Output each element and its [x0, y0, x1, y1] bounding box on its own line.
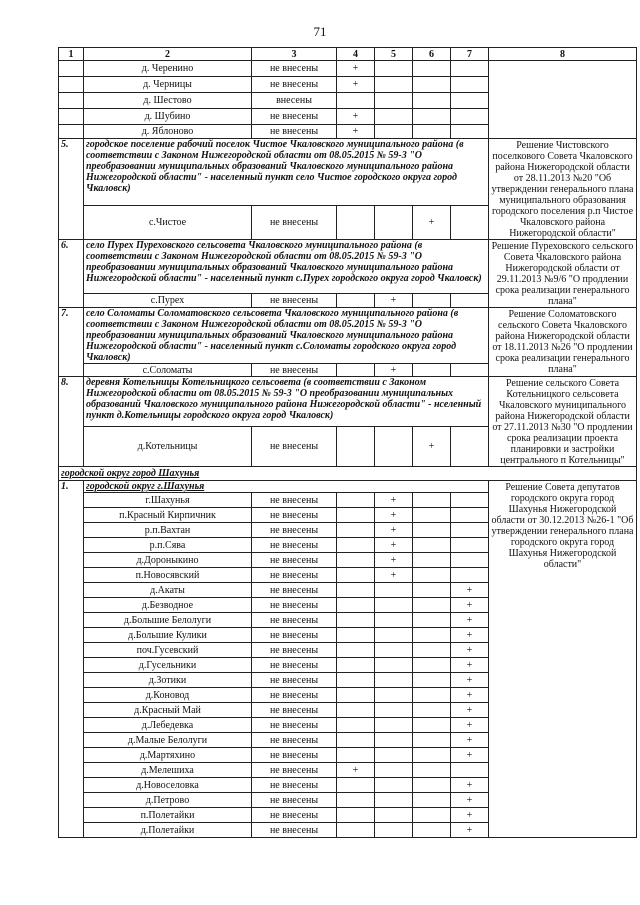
- block-description: село Соломаты Соломатовского сельсовета Чкаловского муниципального района (в соответствии с Законом Нижегородской области от 08.05.2015 № 59-3 "О преобразовании муниципальных образований Чкаловского муниципального района Нижегородской области" - населенный пункт с.Соломаты городского округа город Чкаловск): [84, 308, 489, 364]
- amendment-status: не внесены: [252, 125, 337, 139]
- mark-c6: [413, 508, 451, 523]
- mark-c6: [413, 77, 451, 93]
- mark-c4: [337, 493, 375, 508]
- mark-c4: [337, 688, 375, 703]
- mark-c7: +: [451, 778, 489, 793]
- mark-c4: [337, 206, 375, 240]
- mark-c4: [337, 598, 375, 613]
- mark-c7: [451, 294, 489, 308]
- mark-c4: [337, 793, 375, 808]
- column-header-4: 4: [337, 48, 375, 61]
- mark-c7: [451, 77, 489, 93]
- mark-c4: [337, 823, 375, 838]
- mark-c6: [413, 748, 451, 763]
- subsection-number: 1.: [59, 481, 84, 838]
- block-description: село Пурех Пуреховского сельсовета Чкаловского муниципального района (в соответствии с Законом Нижегородской области от 08.05.2015 № 59-3 "О преобразовании муниципальных образований Чкаловского муниципального района Нижегородской области" - населенный пункт с.Пурех городского округа город Чкаловск): [84, 240, 489, 294]
- amendment-status: не внесены: [252, 508, 337, 523]
- column-header-3: 3: [252, 48, 337, 61]
- settlement-name: д.Новоселовка: [84, 778, 252, 793]
- mark-c7: +: [451, 643, 489, 658]
- decision-note: Решение Совета депутатов городского округа город Шахунья Нижегородской области от 30.12.2013 №26-1 "Об утверждении генерального плана городского округа город Шахунья Нижегородской области": [489, 481, 637, 838]
- mark-c6: [413, 125, 451, 139]
- mark-c5: [375, 125, 413, 139]
- mark-c4: [337, 508, 375, 523]
- settlement-name: с.Чистое: [84, 206, 252, 240]
- mark-c5: +: [375, 553, 413, 568]
- settlement-name: поч.Гусевский: [84, 643, 252, 658]
- amendment-status: не внесены: [252, 427, 337, 467]
- mark-c7: +: [451, 598, 489, 613]
- page-number: 71: [313, 24, 327, 39]
- mark-c7: [451, 61, 489, 77]
- mark-c6: +: [413, 427, 451, 467]
- row-number-cell: [59, 77, 84, 93]
- block-number: 7.: [59, 308, 84, 377]
- mark-c5: +: [375, 568, 413, 583]
- mark-c5: [375, 206, 413, 240]
- mark-c5: [375, 673, 413, 688]
- mark-c5: [375, 748, 413, 763]
- amendment-status: не внесены: [252, 364, 337, 377]
- block-number: 6.: [59, 240, 84, 308]
- mark-c6: [413, 583, 451, 598]
- mark-c4: [337, 93, 375, 109]
- mark-c5: [375, 808, 413, 823]
- amendment-status: не внесены: [252, 538, 337, 553]
- amendment-status: не внесены: [252, 808, 337, 823]
- settlement-name: д.Лебедевка: [84, 718, 252, 733]
- mark-c6: [413, 493, 451, 508]
- mark-c7: +: [451, 688, 489, 703]
- settlement-name: д.Красный Май: [84, 703, 252, 718]
- mark-c7: +: [451, 718, 489, 733]
- mark-c6: [413, 778, 451, 793]
- mark-c4: +: [337, 125, 375, 139]
- register-table: [58, 47, 637, 838]
- settlement-name: д.Малые Белолуги: [84, 733, 252, 748]
- decision-note: Решение сельского Совета Котельницкого сельсовета Чкаловского муниципального района Нижегородской области от 27.11.2013 №30 "О продлении срока реализации проекта планировки и застройки центрального п Котельницы": [489, 377, 637, 467]
- mark-c7: [451, 523, 489, 538]
- header-row: [59, 48, 637, 61]
- settlement-name: д.Полетайки: [84, 823, 252, 838]
- mark-c7: +: [451, 613, 489, 628]
- mark-c7: [451, 427, 489, 467]
- mark-c5: [375, 823, 413, 838]
- mark-c5: +: [375, 538, 413, 553]
- column-header-7: 7: [451, 48, 489, 61]
- settlement-name: п.Новосявский: [84, 568, 252, 583]
- amendment-status: не внесены: [252, 778, 337, 793]
- mark-c7: +: [451, 628, 489, 643]
- mark-c6: [413, 598, 451, 613]
- settlement-name: д.Безводное: [84, 598, 252, 613]
- row-number-cell: [59, 125, 84, 139]
- settlement-name: д.Гусельники: [84, 658, 252, 673]
- settlement-name: п.Красный Кирпичник: [84, 508, 252, 523]
- amendment-status: не внесены: [252, 61, 337, 77]
- mark-c7: +: [451, 823, 489, 838]
- mark-c7: [451, 763, 489, 778]
- amendment-status: не внесены: [252, 718, 337, 733]
- settlement-name: с.Пурех: [84, 294, 252, 308]
- amendment-status: не внесены: [252, 109, 337, 125]
- mark-c7: +: [451, 673, 489, 688]
- mark-c6: [413, 763, 451, 778]
- mark-c4: [337, 613, 375, 628]
- block-header-row: [59, 377, 637, 427]
- mark-c6: [413, 823, 451, 838]
- amendment-status: не внесены: [252, 823, 337, 838]
- mark-c5: +: [375, 523, 413, 538]
- mark-c7: +: [451, 793, 489, 808]
- amendment-status: не внесены: [252, 206, 337, 240]
- mark-c5: [375, 703, 413, 718]
- mark-c5: +: [375, 294, 413, 308]
- mark-c7: +: [451, 703, 489, 718]
- mark-c5: [375, 778, 413, 793]
- block-header-row: [59, 308, 637, 364]
- row-number-cell: [59, 93, 84, 109]
- mark-c6: [413, 658, 451, 673]
- block-header-row: [59, 240, 637, 294]
- subsection-title: городской округ г.Шахунья: [84, 481, 489, 493]
- mark-c5: [375, 763, 413, 778]
- amendment-status: не внесены: [252, 598, 337, 613]
- amendment-status: не внесены: [252, 613, 337, 628]
- settlement-name: р.п.Сява: [84, 538, 252, 553]
- mark-c7: [451, 206, 489, 240]
- settlement-name: д.Зотики: [84, 673, 252, 688]
- settlement-name: п.Полетайки: [84, 808, 252, 823]
- mark-c4: [337, 538, 375, 553]
- mark-c5: [375, 109, 413, 125]
- amendment-status: не внесены: [252, 658, 337, 673]
- mark-c5: [375, 718, 413, 733]
- amendment-status: не внесены: [252, 793, 337, 808]
- mark-c4: [337, 583, 375, 598]
- mark-c7: [451, 93, 489, 109]
- mark-c7: [451, 538, 489, 553]
- mark-c6: [413, 93, 451, 109]
- mark-c6: [413, 61, 451, 77]
- mark-c4: [337, 808, 375, 823]
- mark-c4: [337, 673, 375, 688]
- column-header-2: 2: [84, 48, 252, 61]
- block-description: деревня Котельницы Котельницкого сельсовета (в соответствии с Законом Нижегородской области от 08.05.2015 № 59-3 "О преобразовании муниципальных образований Чкаловского муниципального района Нижегородской области" - нселенный пункт д.Котельницы городского округа город Чкаловск): [84, 377, 489, 427]
- settlement-name: г.Шахунья: [84, 493, 252, 508]
- amendment-status: не внесены: [252, 523, 337, 538]
- mark-c6: [413, 613, 451, 628]
- mark-c6: [413, 568, 451, 583]
- mark-c7: [451, 508, 489, 523]
- settlement-name: с.Соломаты: [84, 364, 252, 377]
- mark-c5: [375, 613, 413, 628]
- amendment-status: не внесены: [252, 733, 337, 748]
- row-number-cell: [59, 109, 84, 125]
- settlement-name: д. Шубино: [84, 109, 252, 125]
- settlement-name: р.п.Вахтан: [84, 523, 252, 538]
- amendment-status: не внесены: [252, 643, 337, 658]
- mark-c7: [451, 493, 489, 508]
- mark-c4: [337, 718, 375, 733]
- amendment-status: не внесены: [252, 493, 337, 508]
- mark-c4: [337, 658, 375, 673]
- amendment-status: не внесены: [252, 763, 337, 778]
- mark-c4: [337, 294, 375, 308]
- mark-c7: +: [451, 748, 489, 763]
- block-number: 5.: [59, 139, 84, 240]
- settlement-name: д.Большие Белолуги: [84, 613, 252, 628]
- mark-c5: [375, 61, 413, 77]
- settlement-name: д.Мартяхино: [84, 748, 252, 763]
- mark-c7: +: [451, 658, 489, 673]
- mark-c6: [413, 643, 451, 658]
- amendment-status: не внесены: [252, 673, 337, 688]
- mark-c6: [413, 793, 451, 808]
- mark-c6: [413, 364, 451, 377]
- decision-note: Решение Пуреховского сельского Совета Чкаловского района Нижегородской области от 29.11.2013 №9/6 "О продлении срока реализации генерального плана": [489, 240, 637, 308]
- section-row: [59, 467, 637, 481]
- mark-c7: +: [451, 733, 489, 748]
- mark-c7: [451, 553, 489, 568]
- mark-c6: [413, 808, 451, 823]
- mark-c6: [413, 538, 451, 553]
- mark-c6: [413, 673, 451, 688]
- amendment-status: не внесены: [252, 688, 337, 703]
- settlement-name: д. Черенино: [84, 61, 252, 77]
- mark-c6: [413, 553, 451, 568]
- mark-c7: +: [451, 808, 489, 823]
- mark-c4: [337, 733, 375, 748]
- mark-c5: +: [375, 508, 413, 523]
- section-title: городской округ город Шахунья: [59, 467, 637, 481]
- mark-c5: +: [375, 493, 413, 508]
- mark-c6: +: [413, 206, 451, 240]
- settlement-name: д.Котельницы: [84, 427, 252, 467]
- mark-c5: [375, 793, 413, 808]
- settlement-name: д.Дороныкино: [84, 553, 252, 568]
- mark-c6: [413, 733, 451, 748]
- amendment-status: не внесены: [252, 77, 337, 93]
- decision-note: Решение Соломатовского сельского Совета Чкаловского района Нижегородской области от 18.11.2013 №26 "О продлении срока реализации генерального плана": [489, 308, 637, 377]
- mark-c5: [375, 688, 413, 703]
- mark-c7: [451, 109, 489, 125]
- mark-c6: [413, 523, 451, 538]
- column-header-5: 5: [375, 48, 413, 61]
- mark-c4: [337, 568, 375, 583]
- mark-c4: [337, 553, 375, 568]
- mark-c4: +: [337, 109, 375, 125]
- mark-c4: [337, 778, 375, 793]
- amendment-status: не внесены: [252, 748, 337, 763]
- mark-c7: [451, 364, 489, 377]
- mark-c4: +: [337, 61, 375, 77]
- document-cell-empty: [489, 61, 637, 139]
- amendment-status: не внесены: [252, 294, 337, 308]
- mark-c4: +: [337, 763, 375, 778]
- settlement-name: д. Шестово: [84, 93, 252, 109]
- settlement-name: д.Петрово: [84, 793, 252, 808]
- mark-c7: +: [451, 583, 489, 598]
- mark-c4: +: [337, 77, 375, 93]
- amendment-status: не внесены: [252, 568, 337, 583]
- column-header-6: 6: [413, 48, 451, 61]
- amendment-status: не внесены: [252, 583, 337, 598]
- mark-c7: [451, 125, 489, 139]
- settlement-name: д.Коновод: [84, 688, 252, 703]
- block-number: 8.: [59, 377, 84, 467]
- amendment-status: внесены: [252, 93, 337, 109]
- settlement-name: д. Черницы: [84, 77, 252, 93]
- mark-c6: [413, 628, 451, 643]
- block-header-row: [59, 139, 637, 206]
- mark-c4: [337, 703, 375, 718]
- mark-c6: [413, 718, 451, 733]
- mark-c5: [375, 77, 413, 93]
- settlement-name: д.Акаты: [84, 583, 252, 598]
- mark-c6: [413, 703, 451, 718]
- amendment-status: не внесены: [252, 553, 337, 568]
- mark-c4: [337, 427, 375, 467]
- table-row: [59, 61, 637, 77]
- settlement-name: д. Яблоново: [84, 125, 252, 139]
- mark-c5: [375, 598, 413, 613]
- mark-c4: [337, 364, 375, 377]
- settlement-name: д.Мелешиха: [84, 763, 252, 778]
- mark-c5: [375, 643, 413, 658]
- subsection-row: [59, 481, 637, 493]
- mark-c4: [337, 628, 375, 643]
- settlement-name: д.Большие Кулики: [84, 628, 252, 643]
- mark-c5: [375, 733, 413, 748]
- mark-c4: [337, 643, 375, 658]
- block-description: городское поселение рабочий поселок Чистое Чкаловского муниципального района (в соответствии с Законом Нижегородской области от 08.05.2015 № 59-3 "О преобразовании муниципальных образований Чкаловского муниципального района Нижегородской области" - населенный пункт село Чистое городского округа город Чкаловск): [84, 139, 489, 206]
- mark-c5: [375, 658, 413, 673]
- mark-c5: [375, 628, 413, 643]
- decision-note: Решение Чистовского поселкового Совета Чкаловского района Нижегородской области от 28.11.2013 №20 "Об утверждении генерального плана муниципального образования городского поселения р.п Чистое Чкаловского района Нижегородской области": [489, 139, 637, 240]
- column-header-1: 1: [59, 48, 84, 61]
- row-number-cell: [59, 61, 84, 77]
- mark-c6: [413, 294, 451, 308]
- column-header-8: 8: [489, 48, 637, 61]
- mark-c4: [337, 523, 375, 538]
- mark-c5: [375, 93, 413, 109]
- mark-c7: [451, 568, 489, 583]
- mark-c4: [337, 748, 375, 763]
- amendment-status: не внесены: [252, 703, 337, 718]
- mark-c6: [413, 688, 451, 703]
- mark-c5: [375, 427, 413, 467]
- mark-c6: [413, 109, 451, 125]
- amendment-status: не внесены: [252, 628, 337, 643]
- mark-c5: [375, 583, 413, 598]
- mark-c5: +: [375, 364, 413, 377]
